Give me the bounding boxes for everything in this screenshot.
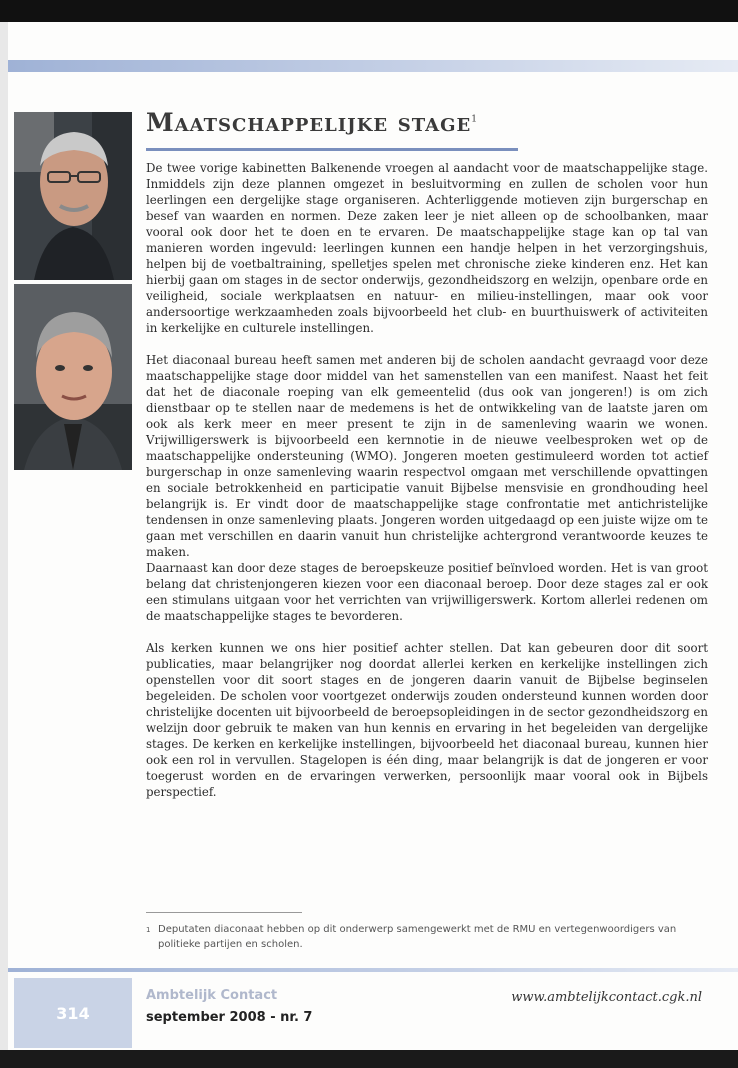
footer-rule [8, 968, 738, 972]
article-title-text: Maatschappelijke stage [146, 108, 472, 137]
header-band [8, 60, 738, 72]
magazine-name: Ambtelijk Contact [146, 988, 278, 1003]
portrait-photo-2 [14, 284, 132, 470]
article-body [146, 160, 708, 816]
footnote [146, 922, 708, 952]
title-underline [146, 148, 518, 151]
title-footnote-marker: 1 [471, 114, 478, 125]
portrait-photo-1 [14, 112, 132, 280]
footnote-divider [146, 912, 302, 913]
page-number: 314 [14, 978, 132, 1048]
left-margin [0, 22, 8, 1050]
top-border [0, 0, 738, 22]
paragraph-1: De twee vorige kabinetten Balkenende vroegen al aandacht voor de maatschappelijke stage. Inmiddels zijn deze plannen omgezet in besluitvorming en zullen de scholen voor hun leerlingen een dergelijke stage organiseren. Achterliggende motieven zijn burgerschap en besef van waarden en normen. Deze zaken leer je niet alleen op de schoolbanken, maar vooral ook door het te doen en te ervaren. De maatschappelijke stage kan op tal van manieren worden ingevuld: leerlingen kunnen een handje helpen in het verzorgingshuis, helpen bij de voetbaltraining, spelletjes spelen met chronische zieke kinderen enz. Het kan hierbij gaan om stages in de sector onderwijs, gezondheidszorg en welzijn, openbare orde en veiligheid, sociale werkplaatsen en natuur- en milieu-instellingen, maar ook voor andersoortige werkzaamheden zoals bijvoorbeeld het club- en buurthuiswerk of activiteiten in kerkelijke en culturele instellingen. [146, 161, 708, 335]
paragraph-3: Daarnaast kan door deze stages de beroepskeuze positief beïnvloed worden. Het is van groot belang dat christenjongeren kiezen voor een diaconaal beroep. Door deze stages zal er ook een stimulans uitgaan voor het verrichten van vrijwilligerswerk. Kortom allerlei redenen om de maatschappelijke stages te bevorderen. [146, 561, 708, 623]
footnote-number: 1 [146, 926, 151, 934]
paragraph-4: Als kerken kunnen we ons hier positief achter stellen. Dat kan gebeuren door dit soort publicaties, maar belangrijker nog doordat allerlei kerken en kerkelijke instellingen zich openstellen voor dit soort stages en de jongeren daarin vanuit de Bijbelse beginselen begeleiden. De scholen voor voortgezet onderwijs zouden ondersteund kunnen worden door christelijke docenten uit bijvoorbeeld de beroepsopleidingen in de sector gezondheidszorg en welzijn door gebruik te maken van hun kennis en ervaring in het begeleiden van dergelijke stages. De kerken en kerkelijke instellingen, bijvoorbeeld het diaconaal bureau, kunnen hier ook een rol in vervullen. Stagelopen is één ding, maar belangrijk is dat de jongeren er voor toegerust worden en de ervaringen verwerken, persoonlijk maar vooral ook in Bijbels perspectief. [146, 641, 708, 799]
article-title [146, 108, 706, 150]
paragraph-2: Het diaconaal bureau heeft samen met anderen bij de scholen aandacht gevraagd voor deze maatschappelijke stage door middel van het samenstellen van een manifest. Naast het feit dat het de diaconale roeping van elk gemeentelid (dus ook van jongeren!) is om zich dienstbaar op te stellen naar de medemens is het de ontwikkeling van de laatste jaren om ook als kerk meer en meer present te zijn in de samenleving waarin we wonen. Vrijwilligerswerk is bijvoorbeeld een kernnotie in de nieuwe veelbesproken wet op de maatschappelijke ondersteuning (WMO). Jongeren moeten gestimuleerd worden tot actief burgerschap in onze samenleving waarin respectvol omgaan met verschillende opvattingen en sociale betrokkenheid en participatie vanuit Bijbelse mensvisie en grondhouding heel belangrijk is. Er vindt door de maatschappelijke stage confrontatie met antichristelijke tendensen in onze samenleving plaats. Jongeren worden uitgedaagd op een juiste wijze om te gaan met verschillen en daarin vanuit hun christelijke achtergrond verantwoorde keuzes te maken. [146, 353, 708, 559]
issue-label: september 2008 - nr. 7 [146, 1010, 313, 1025]
bottom-border [0, 1050, 738, 1068]
footnote-text: Deputaten diaconaat hebben op dit onderwerp samengewerkt met de RMU en vertegenwoordigers van politieke partijen en scholen. [158, 924, 677, 950]
website-link[interactable]: www.ambtelijkcontact.cgk.nl [511, 990, 702, 1005]
